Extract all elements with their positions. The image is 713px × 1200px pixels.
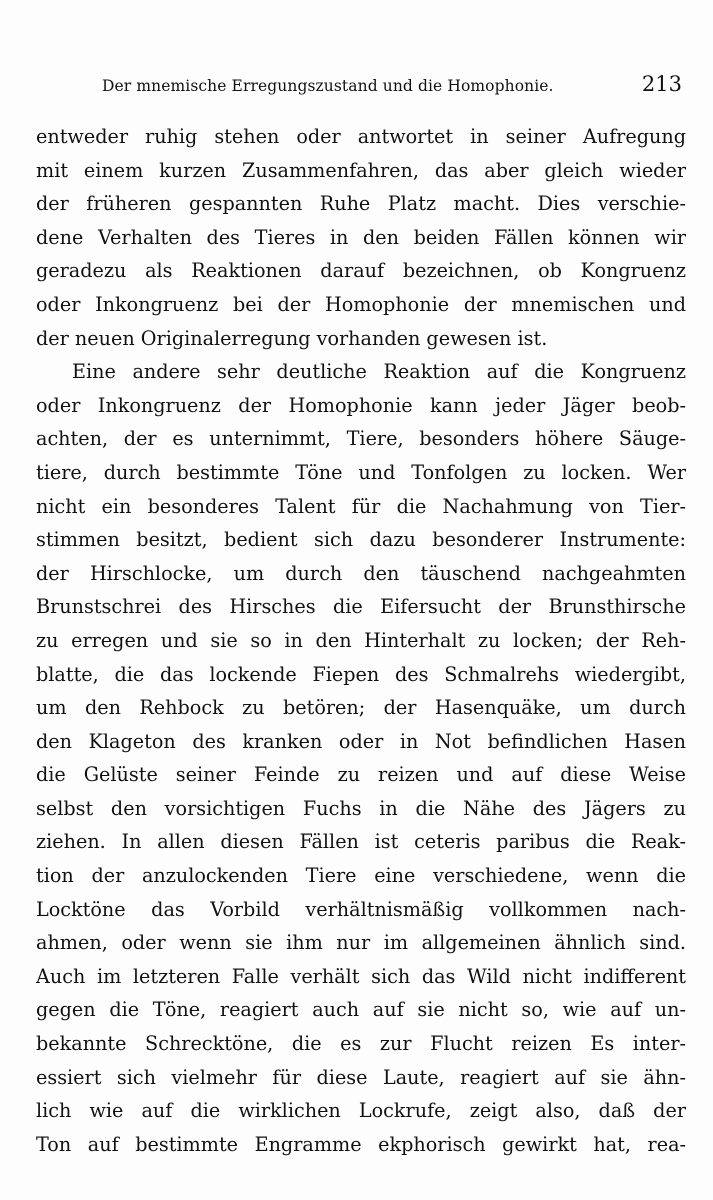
text-line: um den Rehbock zu betören; der Hasenquäke, um durch [36, 696, 686, 720]
text-line: tiere, durch bestimmte Töne und Tonfolgen zu locken. Wer [36, 460, 686, 484]
text-line: entweder ruhig stehen oder antwortet in seiner Aufregung [36, 125, 686, 148]
text-line: der Hirschlocke, um durch den täuschend nachgeahmten [36, 561, 686, 585]
text-line: die Gelüste seiner Feinde zu reizen und auf diese Weise [36, 763, 686, 787]
running-title: Der mnemische Erregungszustand und die Homophonie. [102, 77, 554, 95]
text-line: der früheren gespannten Ruhe Platz macht. Dies verschie- [36, 192, 686, 216]
text-line: gegen die Töne, reagiert auch auf sie nicht so, wie auf un- [36, 998, 686, 1022]
text-line: oder Inkongruenz bei der Homophonie der mnemischen und [36, 292, 686, 316]
text-line: bekannte Schrecktöne, die es zur Flucht reizen Es inter- [36, 1032, 686, 1056]
text-line: achten, der es unternimmt, Tiere, besonders höhere Säuge- [36, 427, 686, 451]
text-line: Eine andere sehr deutliche Reaktion auf die Kongruenz [72, 360, 686, 384]
text-line: der neuen Originalerregung vorhanden gewesen ist. [36, 326, 548, 350]
text-line: tion der anzulockenden Tiere eine verschiedene, wenn die [36, 864, 686, 888]
paragraph-2 [36, 355, 686, 1161]
paragraph-1 [36, 120, 686, 355]
page-header [102, 72, 688, 102]
text-line: zu erregen und sie so in den Hinterhalt zu locken; der Reh- [36, 628, 686, 652]
text-line: geradezu als Reaktionen darauf bezeichnen, ob Kongruenz [36, 259, 686, 283]
text-line: nicht ein besonderes Talent für die Nachahmung von Tier- [36, 494, 686, 518]
text-line: Locktöne das Vorbild verhältnismäßig vollkommen nach- [36, 897, 686, 921]
text-line: dene Verhalten des Tieres in den beiden Fällen können wir [36, 225, 686, 249]
text-line: ahmen, oder wenn sie ihm nur im allgemeinen ähnlich sind. [36, 931, 686, 955]
page-number: 213 [641, 72, 682, 96]
text-line: Ton auf bestimmte Engramme ekphorisch gewirkt hat, rea- [36, 1132, 686, 1156]
text-line: den Klageton des kranken oder in Not befindlichen Hasen [36, 729, 686, 753]
text-line: stimmen besitzt, bedient sich dazu besonderer Instrumente: [36, 528, 686, 552]
text-line: blatte, die das lockende Fiepen des Schmalrehs wiedergibt, [36, 662, 686, 686]
text-line: ziehen. In allen diesen Fällen ist ceteris paribus die Reak- [36, 830, 686, 854]
text-line: essiert sich vielmehr für diese Laute, reagiert auf sie ähn- [36, 1065, 686, 1089]
body-text [36, 120, 686, 1161]
text-line: mit einem kurzen Zusammenfahren, das aber gleich wieder [36, 158, 686, 182]
text-line: oder Inkongruenz der Homophonie kann jeder Jäger beob- [36, 393, 686, 417]
text-line: lich wie auf die wirklichen Lockrufe, zeigt also, daß der [36, 1099, 686, 1123]
text-line: Brunstschrei des Hirsches die Eifersucht der Brunsthirsche [36, 595, 686, 619]
text-line: selbst den vorsichtigen Fuchs in die Nähe des Jägers zu [36, 796, 686, 820]
text-line: Auch im letzteren Falle verhält sich das Wild nicht indifferent [36, 964, 686, 988]
